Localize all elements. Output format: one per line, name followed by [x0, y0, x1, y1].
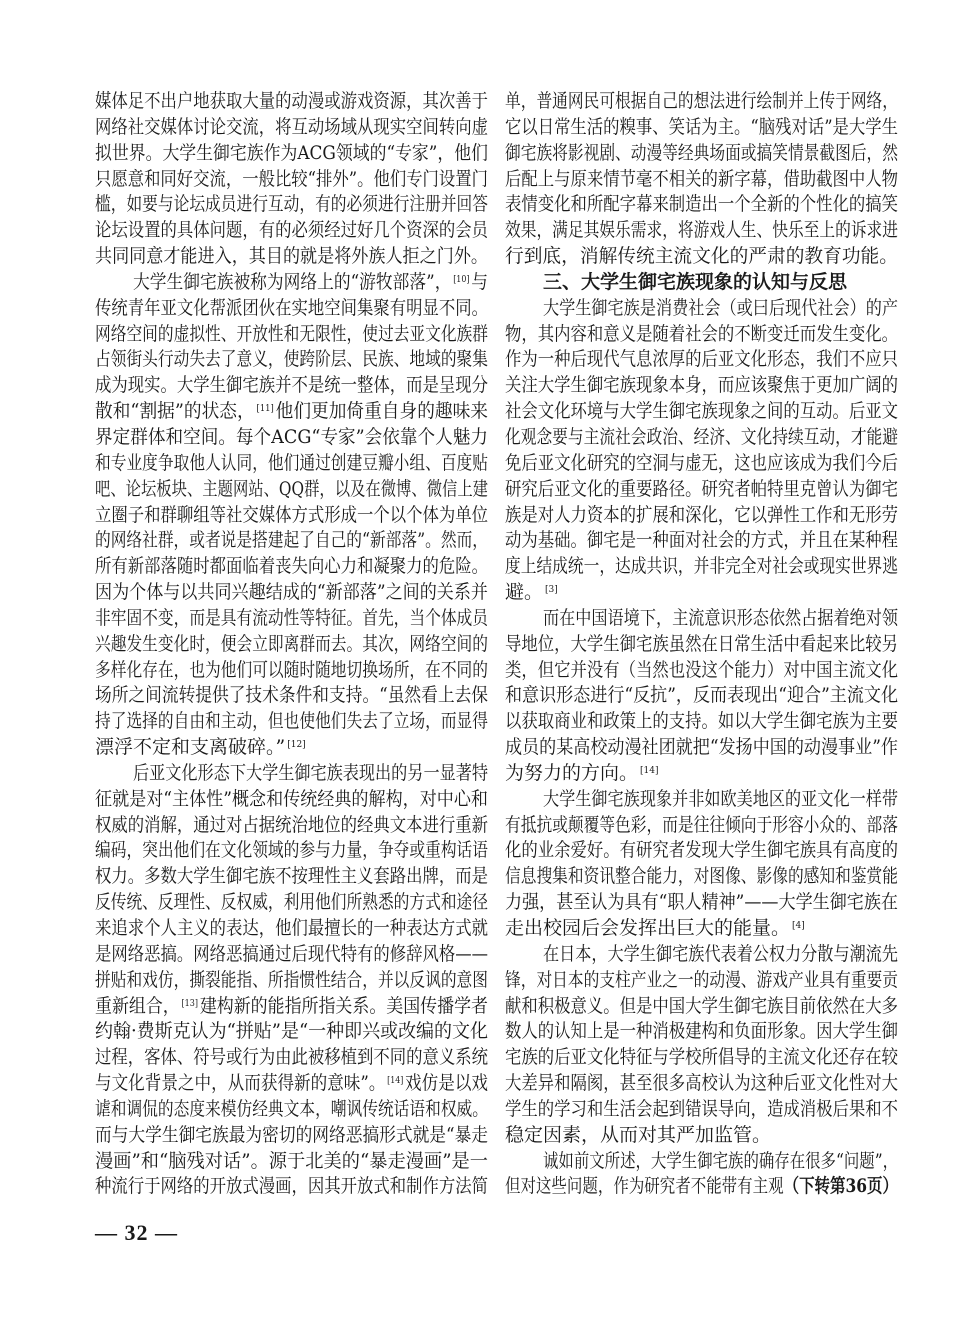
text-line-content — [505, 838, 898, 864]
text-line — [505, 890, 898, 916]
text-line-content — [543, 270, 847, 296]
text-line-content — [505, 890, 898, 916]
text-segment: 他们更加倚重自身的趣味来 — [275, 400, 488, 423]
text-line-content — [95, 1123, 488, 1149]
text-line-content — [505, 1174, 898, 1200]
text-segment: 因为个体与以共同兴趣结成的“新部落”之间的关系并 — [95, 581, 488, 604]
text-line — [95, 1149, 488, 1175]
text-segment: 网络空间的虚拟性、开放性和无限性，使过去亚文化族群 — [95, 322, 488, 345]
text-segment: 作为一种后现代气息浓厚的后亚文化形态，我们不应只 — [505, 348, 898, 371]
text-segment: 与 — [471, 270, 488, 293]
text-segment: 它以日常生活的糗事、笑话为主。“脑残对话”是大学生 — [505, 115, 898, 138]
text-segment: 信息搜集和资讯整合能力，对图像、影像的感知和鉴赏能 — [505, 865, 898, 888]
text-line-content — [505, 477, 898, 503]
text-segment: 编码，突出他们在文化领域的参与力量，争夺或重构话语 — [95, 839, 488, 862]
text-line — [95, 606, 488, 632]
text-line — [505, 347, 898, 373]
text-line-content — [505, 425, 898, 451]
text-line-content — [505, 761, 661, 787]
text-line-content — [505, 580, 560, 606]
paragraph — [95, 89, 488, 270]
citation-ref: [14] — [387, 1076, 404, 1087]
text-segment: 散和“割据”的状态， — [95, 400, 255, 423]
text-segment: 权力。多数大学生御宅族不按理性主义套路出牌，而是 — [95, 865, 488, 888]
text-segment: 研究后亚文化的重要路径。研究者帕特里克曾认为御宅 — [505, 477, 898, 500]
left-text-column — [95, 89, 488, 1200]
text-line-content — [95, 968, 488, 994]
text-line-content — [543, 942, 898, 968]
text-line — [505, 968, 898, 994]
text-line — [95, 347, 488, 373]
text-line-content — [95, 322, 488, 348]
text-segment: 诚如前文所述，大学生御宅族的确存在很多“问题”， — [543, 1149, 898, 1172]
text-line — [95, 864, 488, 890]
text-line — [505, 1123, 898, 1149]
text-line-content — [95, 218, 488, 244]
text-line — [95, 425, 488, 451]
text-line-content — [133, 761, 488, 787]
text-line — [95, 554, 488, 580]
text-segment: 兴趣发生变化时，便会立即离群而去。其次，网络空间的 — [95, 632, 488, 655]
text-segment: 论坛设置的具体问题，有的必须经过好几个资深的会员 — [95, 219, 488, 242]
text-line — [505, 1174, 898, 1200]
text-line — [95, 813, 488, 839]
text-segment: 稳定因素，从而对其严加监管。 — [505, 1123, 772, 1146]
text-line-content — [505, 968, 898, 994]
text-line-content — [95, 477, 488, 503]
text-line — [505, 1045, 898, 1071]
text-segment: 学生的学习和生活会起到错误导向，造成消极后果和不 — [505, 1097, 898, 1120]
text-segment: 动为基础。御宅是一种面对社会的方式，并且在某种程 — [505, 529, 898, 552]
text-line-content — [95, 141, 488, 167]
text-line — [95, 373, 488, 399]
text-segment: 权威的消解，通过对占据统治地位的经典文本进行重新 — [95, 813, 488, 836]
text-segment: 拼贴和戏仿，撕裂能指、所指惯性结合，并以反讽的意图 — [95, 968, 488, 991]
text-line-content — [95, 606, 488, 632]
paragraph — [505, 1149, 898, 1201]
text-line — [505, 528, 898, 554]
text-line — [505, 683, 898, 709]
text-line-content — [95, 347, 488, 373]
right-text-column — [505, 89, 898, 1200]
text-line — [505, 813, 898, 839]
paragraph — [95, 270, 488, 761]
text-line-content — [95, 1097, 488, 1123]
text-line — [95, 192, 488, 218]
text-segment: 是网络恶搞。网络恶搞通过后现代特有的修辞风格—— — [95, 942, 488, 965]
text-segment: 物，其内容和意义是随着社会的不断变迁而发生变化。 — [505, 322, 898, 345]
text-line — [95, 994, 488, 1020]
text-line — [95, 477, 488, 503]
text-segment: 媒体足不出户地获取大量的动漫或游戏资源，其次善于 — [95, 90, 488, 112]
text-line — [95, 942, 488, 968]
text-line — [95, 218, 488, 244]
text-line-content — [95, 503, 488, 529]
text-line — [95, 528, 488, 554]
text-line-content — [505, 735, 898, 761]
text-segment: 有抵抗或颠覆等色彩，而是往往倾向于形容小众的、部落 — [505, 813, 898, 836]
text-line — [505, 477, 898, 503]
text-segment: 重新组合， — [95, 994, 180, 1017]
text-line-content — [95, 916, 488, 942]
text-line — [95, 1071, 488, 1097]
text-line-content — [543, 1149, 898, 1175]
text-segment: 单，普通网民可根据自己的想法进行绘制并上传于网络， — [505, 90, 898, 112]
text-segment: 大学生御宅族是消费社会（或曰后现代社会）的产 — [543, 296, 898, 319]
text-segment: 谑和调侃的态度来模仿经典文本，嘲讽传统话语和权威。 — [95, 1097, 488, 1120]
text-segment: 场所之间流转提供了技术条件和支持。“虽然看上去保 — [95, 684, 488, 707]
text-line-content — [95, 864, 488, 890]
text-line-content — [95, 554, 488, 580]
text-line-content — [543, 296, 898, 322]
text-line — [95, 296, 488, 322]
text-line-content — [505, 218, 898, 244]
text-line — [95, 580, 488, 606]
text-line-content — [505, 1071, 898, 1097]
text-line — [95, 890, 488, 916]
text-line — [95, 632, 488, 658]
text-line — [95, 838, 488, 864]
citation-ref: [14] — [640, 765, 659, 776]
text-segment: 过程，客体、符号或行为由此被移植到不同的意义系统 — [95, 1046, 488, 1069]
text-line-content — [95, 115, 488, 141]
text-segment: 漫画”和“脑残对话”。源于北美的“暴走漫画”是一 — [95, 1149, 488, 1172]
text-line-content — [505, 632, 898, 658]
text-line-content — [505, 451, 898, 477]
text-segment: 成员的某高校动漫社团就把“发扬中国的动漫事业”作 — [505, 736, 898, 759]
text-line-content — [95, 192, 488, 218]
text-line — [505, 89, 898, 115]
text-segment: 共同同意才能进入，其目的就是将外族人拒之门外。 — [95, 245, 488, 268]
text-line — [505, 554, 898, 580]
text-segment: 御宅族将影视剧、动漫等经典场面或搞笑情景截图后，然 — [505, 141, 898, 164]
text-line-content — [95, 709, 488, 735]
text-line — [95, 1097, 488, 1123]
text-line-content — [505, 916, 807, 942]
text-segment: 和意识形态进行“反抗”，反而表现出“迎合”主流文化 — [505, 684, 898, 707]
text-segment: 宅族的后亚文化特征与学校所倡导的主流文化还存在较 — [505, 1046, 898, 1069]
text-segment: 力强，甚至认为具有“职人精神”——大学生御宅族在 — [505, 891, 898, 914]
text-line — [505, 1071, 898, 1097]
text-line — [505, 838, 898, 864]
text-segment: 化的业余爱好。有研究者发现大学生御宅族具有高度的 — [505, 839, 898, 862]
text-line-content — [95, 1174, 488, 1200]
text-line-content — [505, 244, 898, 270]
citation-ref: [11] — [256, 404, 274, 415]
text-segment: 占领街头行动失去了意义，使跨阶层、民族、地域的聚集 — [95, 348, 488, 371]
text-segment: 走出校园后会发挥出巨大的能量。 — [505, 917, 791, 939]
text-segment: 漂浮不定和支离破碎。” — [95, 736, 286, 759]
text-line — [505, 606, 898, 632]
text-line — [505, 141, 898, 167]
text-line — [95, 709, 488, 735]
text-segment: 后亚文化形态下大学生御宅族表现出的另一显著特 — [133, 761, 488, 784]
text-line-content — [95, 632, 488, 658]
text-line-content — [543, 606, 898, 632]
text-line-content — [505, 813, 898, 839]
text-line-content — [95, 89, 488, 115]
paragraph — [505, 787, 898, 942]
text-line — [505, 864, 898, 890]
text-line-content — [95, 735, 308, 761]
text-segment: 而与大学生御宅族最为密切的网络恶搞形式就是“暴走 — [95, 1123, 488, 1146]
text-segment: 传统青年亚文化帮派团伙在实地空间集聚有明显不同。 — [95, 296, 488, 319]
text-segment: 但对这些问题，作为研究者不能带有主观 — [505, 1175, 784, 1198]
text-line — [95, 451, 488, 477]
text-line-content — [505, 399, 898, 425]
text-line — [95, 89, 488, 115]
text-line-content — [95, 425, 488, 451]
text-line-content — [505, 373, 898, 399]
text-segment: 大学生御宅族被称为网络上的“游牧部落”， — [133, 270, 452, 293]
text-line — [505, 632, 898, 658]
text-line — [505, 761, 898, 787]
page-number: — 32 — — [95, 1220, 178, 1245]
text-segment: 三、大学生御宅族现象的认知与反思 — [543, 270, 848, 293]
text-segment: 数人的认知上是一种消极建构和负面形象。因大学生御 — [505, 1020, 898, 1043]
text-segment: 网络社交媒体讨论交流，将互动场域从现实空间转向虚 — [95, 115, 488, 138]
text-line-content — [505, 658, 898, 684]
text-line — [505, 296, 898, 322]
text-line-content — [505, 683, 898, 709]
text-line-content — [505, 503, 898, 529]
text-line — [95, 115, 488, 141]
text-line — [505, 658, 898, 684]
text-line — [95, 787, 488, 813]
text-segment: 立圈子和群聊组等社交媒体方式形成一个以个体为单位 — [95, 503, 488, 526]
text-line-content — [95, 244, 488, 270]
citation-ref: [3] — [545, 585, 558, 596]
text-line — [505, 709, 898, 735]
text-segment: 化观念要与主流社会政治、经济、文化持续互动，才能避 — [505, 425, 898, 448]
text-line — [505, 1019, 898, 1045]
text-segment: 社会文化环境与大学生御宅族现象之间的互动。后亚文 — [505, 400, 898, 423]
text-line-content — [505, 1097, 898, 1123]
text-segment: 锋，对日本的支柱产业之一的动漫、游戏产业具有重要贡 — [505, 968, 898, 991]
text-segment: 避。 — [505, 581, 544, 604]
text-segment: 献和积极意义。但是中国大学生御宅族目前依然在大多 — [505, 994, 898, 1017]
text-line — [95, 244, 488, 270]
text-line — [505, 735, 898, 761]
text-line-content — [505, 864, 898, 890]
text-line-content — [505, 1123, 771, 1149]
text-segment: 的网络社群，或者说是搭建起了自己的“新部落”。然而， — [95, 529, 488, 552]
text-line-content — [505, 89, 898, 115]
text-segment: 族是对人力资本的扩展和深化，它以弹性工作和无形劳 — [505, 503, 898, 526]
text-line — [95, 761, 488, 787]
text-line — [95, 322, 488, 348]
paragraph — [505, 296, 898, 606]
citation-ref: [10] — [453, 274, 470, 285]
text-segment: 持了选择的自由和主动，但也使他们失去了立场，而显得 — [95, 710, 488, 733]
text-line — [95, 658, 488, 684]
text-segment: 来追求个人主义的表达，他们最擅长的一种表达方式就 — [95, 917, 488, 939]
text-segment: 所有新部落随时都面临着丧失向心力和凝聚力的危险。 — [95, 555, 488, 578]
text-line — [95, 503, 488, 529]
text-line — [95, 683, 488, 709]
citation-ref: [13] — [181, 998, 199, 1009]
text-line — [505, 942, 898, 968]
text-line — [505, 192, 898, 218]
text-line — [505, 115, 898, 141]
text-segment: 拟世界。大学生御宅族作为ACG领域的“专家”，他们 — [95, 141, 488, 164]
text-segment: 槛，如要与论坛成员进行互动，有的必须进行注册并回答 — [95, 193, 488, 216]
text-segment: 征就是对“主体性”概念和传统经典的解构，对中心和 — [95, 787, 488, 810]
text-line-content — [95, 890, 488, 916]
text-line — [95, 968, 488, 994]
text-line — [505, 503, 898, 529]
paragraph — [505, 606, 898, 787]
text-segment: 非牢固不变，而是具有流动性等特征。首先，当个体成员 — [95, 606, 488, 629]
text-line-content — [95, 399, 488, 425]
text-line — [95, 735, 488, 761]
text-line — [95, 167, 488, 193]
text-line-content — [95, 1045, 488, 1071]
text-line — [95, 141, 488, 167]
text-line-content — [95, 373, 488, 399]
citation-ref: [12] — [287, 740, 306, 751]
text-segment: 行到底，消解传统主流文化的严肃的教育功能。 — [505, 245, 898, 268]
text-line-content — [95, 580, 488, 606]
text-segment: 界定群体和空间。每个ACG“专家”会依靠个人魅力 — [95, 425, 488, 448]
text-segment: 在日本，大学生御宅族代表着公权力分散与潮流先 — [543, 942, 898, 965]
text-segment: 以获取商业和政策上的支持。如以大学生御宅族为主要 — [505, 710, 898, 733]
text-line — [95, 1123, 488, 1149]
text-line — [505, 373, 898, 399]
text-line-content — [95, 942, 488, 968]
text-line — [95, 270, 488, 296]
text-segment: 导地位，大学生御宅族虽然在日常生活中看起来比较另 — [505, 632, 898, 655]
text-line — [505, 322, 898, 348]
text-segment: 和专业度争取他人认同，他们通过创建豆瓣小组、百度贴 — [95, 451, 488, 474]
text-line — [505, 1149, 898, 1175]
text-line-content — [505, 709, 898, 735]
text-segment: 表情变化和所配字幕来制造出一个全新的个性化的搞笑 — [505, 193, 898, 216]
text-line — [505, 451, 898, 477]
text-segment: 大学生御宅族现象并非如欧美地区的亚文化一样带 — [543, 787, 898, 810]
text-line — [95, 916, 488, 942]
text-segment: 后配上与原来情节毫不相关的新字幕，借助截图中人物 — [505, 167, 898, 190]
text-line-content — [505, 322, 898, 348]
text-segment: 成为现实。大学生御宅族并不是统一整体，而是呈现分 — [95, 374, 488, 397]
text-line-content — [95, 813, 488, 839]
text-line-content — [505, 347, 898, 373]
paragraph — [505, 89, 898, 270]
text-line-content — [95, 787, 488, 813]
text-segment: 关注大学生御宅族现象本身，而应该聚焦于更加广阔的 — [505, 374, 898, 397]
text-segment: 约翰·费斯克认为“拼贴”是“一种即兴或改编的文化 — [95, 1020, 488, 1043]
text-line-content — [505, 141, 898, 167]
text-line-content — [505, 528, 898, 554]
text-segment: 与文化背景之中，从而获得新的意味”。 — [95, 1072, 386, 1095]
text-line — [505, 270, 898, 296]
text-line-content — [505, 167, 898, 193]
text-line-content — [505, 115, 898, 141]
text-line-content — [505, 554, 898, 580]
text-line-content — [95, 683, 488, 709]
text-line — [505, 244, 898, 270]
text-segment: 反传统、反理性、反权威，利用他们所熟悉的方式和途径 — [95, 891, 488, 914]
text-segment: 而在中国语境下，主流意识形态依然占据着绝对领 — [543, 606, 898, 629]
citation-ref: [4] — [792, 921, 805, 931]
text-line-content — [95, 1149, 488, 1175]
text-line-content — [95, 838, 488, 864]
text-line — [505, 1097, 898, 1123]
text-segment: 只愿意和同好交流，一般比较“排外”。他们专门设置门 — [95, 167, 488, 190]
text-line — [505, 399, 898, 425]
text-segment: 类，但它并没有（当然也没这个能力）对中国主流文化 — [505, 658, 898, 681]
text-line-content — [95, 451, 488, 477]
text-line — [505, 218, 898, 244]
text-line-content — [505, 1045, 898, 1071]
text-segment: 多样化存在，也为他们可以随时随地切换场所，在不同的 — [95, 658, 488, 681]
text-line-content — [505, 994, 898, 1020]
text-line — [505, 916, 898, 942]
text-line — [95, 1174, 488, 1200]
text-line — [505, 425, 898, 451]
text-line-content — [95, 167, 488, 193]
text-line — [95, 399, 488, 425]
section-heading — [505, 270, 898, 296]
text-line-content — [505, 192, 898, 218]
text-segment: 种流行于网络的开放式漫画，因其开放式和制作方法简 — [95, 1175, 488, 1198]
text-line — [95, 1045, 488, 1071]
text-line-content — [95, 1071, 488, 1097]
text-segment: 为努力的方向。 — [505, 761, 639, 784]
text-line-content — [95, 528, 488, 554]
text-line-content — [133, 270, 488, 296]
text-line-content — [543, 787, 898, 813]
text-line-content — [505, 1019, 898, 1045]
text-segment: 免后亚文化研究的空洞与虚无，这也应该成为我们今后 — [505, 451, 898, 474]
text-segment: 戏仿是以戏 — [405, 1072, 488, 1095]
text-line-content — [95, 658, 488, 684]
text-line-content — [95, 296, 488, 322]
text-segment: 建构新的能指所指关系。美国传播学者 — [199, 994, 488, 1017]
text-line-content — [95, 1019, 488, 1045]
text-line — [505, 994, 898, 1020]
continued-note: （下转第36页） — [783, 1175, 898, 1198]
paragraph — [505, 942, 898, 1149]
text-segment: 效果，满足其娱乐需求，将游戏人生、快乐至上的诉求进 — [505, 219, 898, 242]
text-segment: 度上结成统一，达成共识，并非完全对社会或现实世界逃 — [505, 555, 898, 578]
text-line — [505, 580, 898, 606]
paragraph — [95, 761, 488, 1200]
text-line — [95, 1019, 488, 1045]
text-segment: 吧、论坛板块、主题网站、QQ群，以及在微博、微信上建 — [95, 477, 488, 500]
text-segment: 大差异和隔阂，甚至很多高校认为这种后亚文化性对大 — [505, 1072, 898, 1095]
text-line — [505, 787, 898, 813]
text-line — [505, 167, 898, 193]
text-line-content — [95, 994, 488, 1020]
